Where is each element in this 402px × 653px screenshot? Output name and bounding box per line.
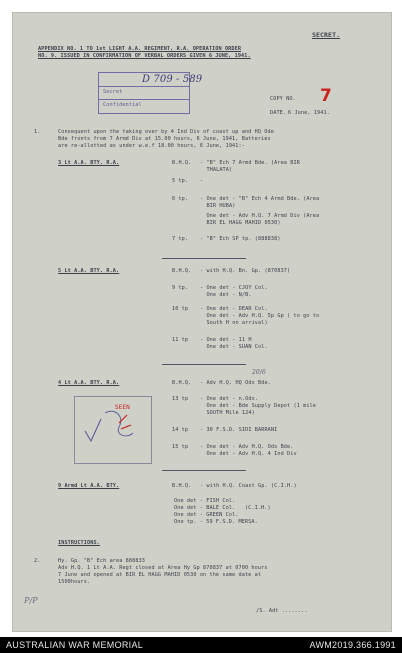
line-label: B.H.Q. bbox=[172, 268, 192, 274]
section-title: 5 Lt A.A. BTY. R.A. bbox=[58, 268, 120, 274]
line-label: B.H.Q. bbox=[172, 160, 192, 166]
line-label: 6 tp. bbox=[172, 196, 189, 202]
stamp-word-confidential: Confidential bbox=[103, 102, 142, 108]
section-title: 4 Lt A.A. BTY. R.A. bbox=[58, 380, 120, 386]
document-page bbox=[12, 12, 392, 632]
line-label: 13 tp bbox=[172, 396, 189, 402]
line-label: 11 tp bbox=[172, 337, 189, 343]
line-text: South H on arrival) bbox=[200, 320, 268, 326]
footer-right: AWM2019.366.1991 bbox=[309, 640, 396, 650]
para1-line: Consequent upon the taking over by 4 Ind Div of coast up and HQ Ode bbox=[58, 129, 274, 135]
section-title: 3 Lt A.A. BTY. R.A. bbox=[58, 160, 120, 166]
margin-initials: P/P bbox=[24, 596, 38, 605]
line-label: 15 tp bbox=[172, 444, 189, 450]
header-line-1: APPENDIX NO. 1 TO 1st LIGHT A.A. REGIMENT, R.A. OPERATION ORDER bbox=[38, 46, 242, 52]
stamp-reference: D 709 - 589 bbox=[142, 74, 203, 85]
line-text: - One det - n.Ods. bbox=[200, 396, 259, 402]
section-divider bbox=[162, 258, 246, 259]
line-label: 9 tp. bbox=[172, 285, 189, 291]
line-text: - One det - DEAR Col. bbox=[200, 306, 268, 312]
para2-number: 2. bbox=[34, 558, 41, 564]
para2-line: 1500hours. bbox=[58, 579, 91, 585]
classification: SECRET. bbox=[312, 31, 341, 39]
line-text: One det - Adv H.Q. 4 Ind Div bbox=[200, 451, 297, 457]
annotation-date: 20/6 bbox=[252, 369, 266, 376]
signoff: /S. Adt ........ bbox=[256, 608, 308, 614]
box-note: SEEN bbox=[115, 404, 130, 411]
line-text: One det - Adv H.Q. 5p Gp ( to go to bbox=[200, 313, 320, 319]
line-text: - 30 F.S.D. SIDI BARRANI bbox=[200, 427, 278, 433]
para1-line: Bde fronts from 7 Armd Div at 15.00 hours, 6 June, 1941, Batteries bbox=[58, 136, 271, 142]
line-text: - "B" Ech 7 Armd Bde. (Area BIR bbox=[200, 160, 300, 166]
line-text: - bbox=[200, 178, 204, 184]
copy-no-label: COPY NO. bbox=[270, 96, 296, 102]
para2-line: 7 June and opened at BIR EL HAGG MAHID 0530 on the same date at bbox=[58, 572, 262, 578]
line-label: B.H.Q. bbox=[172, 380, 192, 386]
line-text: One det - BALE Col. (C.I.H.) bbox=[174, 505, 271, 511]
line-text: THALATA) bbox=[200, 167, 233, 173]
section-divider bbox=[162, 470, 246, 471]
line-text: - with H.Q. Bn. Gp. (870837) bbox=[200, 268, 291, 274]
para1-line: are re-allotted as under w.e.f 18.00 hours, 6 June, 1941:- bbox=[58, 143, 245, 149]
stamp-word-secret: Secret bbox=[103, 89, 123, 95]
line-text: One tp. - 59 F.S.D. MERSA. bbox=[174, 519, 258, 525]
line-text: - One det - CJOY Col. bbox=[200, 285, 268, 291]
instructions-heading: INSTRUCTIONS. bbox=[58, 540, 100, 546]
line-text: One det - GREEN Col. bbox=[174, 512, 239, 518]
line-text: - "B" Ech SP tp. (888838) bbox=[200, 236, 281, 242]
line-label: 10 tp bbox=[172, 306, 189, 312]
line-text: BIR EL HAGG MAHID 0530) bbox=[200, 220, 281, 226]
line-text: One det - FISH Col. bbox=[174, 498, 236, 504]
line-label: 7 tp. bbox=[172, 236, 189, 242]
line-text: - Adv H.Q. HQ Ods Bde. bbox=[200, 380, 271, 386]
section-title: 9 Armd Lt A.A. BTY. bbox=[58, 483, 120, 489]
line-label: 14 tp bbox=[172, 427, 189, 433]
date-value: 6 June, 1941. bbox=[288, 110, 330, 116]
handwritten-mark-icon bbox=[75, 397, 151, 463]
line-text: BIR HUBA) bbox=[200, 203, 236, 209]
line-text: One det - N/B. bbox=[200, 292, 252, 298]
line-text: SOUTH Mile 124) bbox=[200, 410, 255, 416]
footer-left: AUSTRALIAN WAR MEMORIAL bbox=[6, 640, 144, 650]
line-text: - One det - 11 H bbox=[200, 337, 252, 343]
annotation-box bbox=[74, 396, 152, 464]
para2-line: Adv H.Q. 1 Lt A.A. Regt closed at Area Hy Gp 870837 at 0700 hours bbox=[58, 565, 268, 571]
date-label: DATE. bbox=[270, 110, 287, 116]
copy-no-value: 7 bbox=[320, 86, 332, 106]
line-text: One det - Bde Supply Depot (1 mile bbox=[200, 403, 317, 409]
section-divider bbox=[162, 364, 246, 365]
header-line-2: NO. 9. ISSUED IN CONFIRMATION OF VERBAL ORDERS GIVEN 6 JUNE, 1941. bbox=[38, 53, 251, 59]
footer-bar bbox=[0, 637, 402, 653]
para1-number: 1. bbox=[34, 129, 41, 135]
line-text: - One det - "B" Ech 4 Armd Bde. (Area bbox=[200, 196, 320, 202]
line-label: 5 tp. bbox=[172, 178, 189, 184]
line-label: B.H.Q. bbox=[172, 483, 192, 489]
line-text: - One det - Adv H.Q. Ods Bde. bbox=[200, 444, 294, 450]
line-text: - with H.Q. Coast Gp. (C.I.H.) bbox=[200, 483, 297, 489]
line-text: One det - SUAN Col. bbox=[200, 344, 268, 350]
para2-line: Hy. Gp. "B" Ech area 888833 bbox=[58, 558, 146, 564]
line-text: One det - Adv H.Q. 7 Armd Div (Area bbox=[200, 213, 320, 219]
